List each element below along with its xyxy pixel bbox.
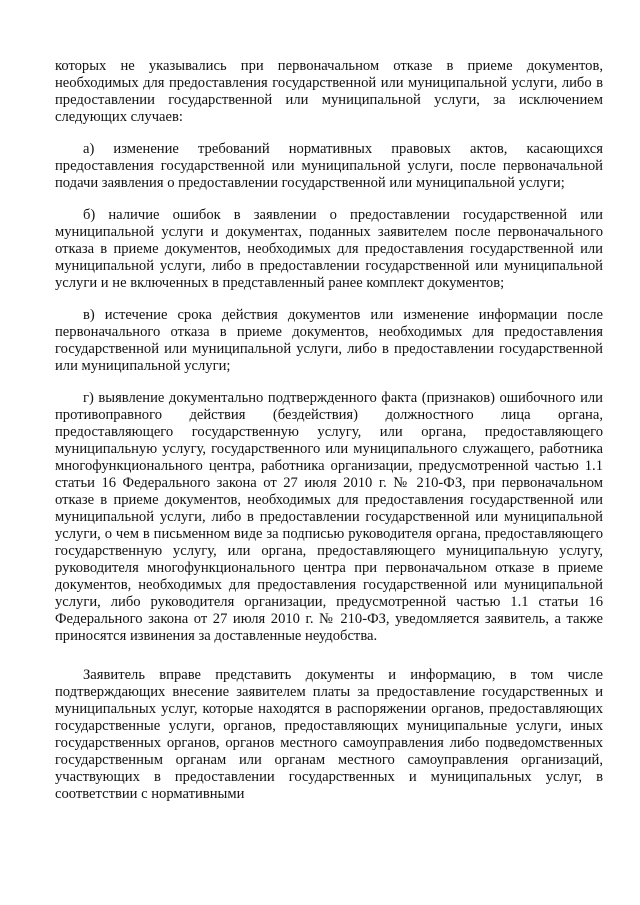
paragraph-item-a: а) изменение требований нормативных правовых актов, касающихся предоставления государственной или муниципальной услуги, после первоначальной подачи заявления о предоставлении государственной или муниципальной услуги; — [55, 141, 603, 191]
paragraph-item-g: г) выявление документально подтвержденного факта (признаков) ошибочного или противоправного действия (бездействия) должностного лица органа, предоставляющего государственную услугу, или органа, предоставляющего муниципальную услугу, государственного или муниципального служащего, работника многофункционального центра, работника организации, предусмотренной частью 1.1 статьи 16 Федерального закона от 27 июля 2010 г. № 210-ФЗ, при первоначальном отказе в приеме документов, необходимых для предоставления государственной или муниципальной услуги, либо в предоставлении государственной или муниципальной услуги, о чем в письменном виде за подписью руководителя органа, предоставляющего государственную услугу, или органа, предоставляющего муниципальную услугу, руководителя многофункционального центра при первоначальном отказе в приеме документов, необходимых для предоставления государственной или муниципальной услуги, либо руководителя организации, предусмотренной частью 1.1 статьи 16 Федерального закона от 27 июля 2010 г. № 210-ФЗ, уведомляется заявитель, а также приносятся извинения за доставленные неудобства. — [55, 390, 603, 644]
paragraph-item-v: в) истечение срока действия документов или изменение информации после первоначального отказа в приеме документов, необходимых для предоставления государственной или муниципальной услуги, либо в предоставлении государственной или муниципальной услуги; — [55, 307, 603, 374]
document-page — [55, 58, 603, 803]
paragraph-continuation: которых не указывались при первоначальном отказе в приеме документов, необходимых для предоставления государственной или муниципальной услуги, либо в предоставлении государственной или муниципальной услуги, за исключением следующих случаев: — [55, 58, 603, 125]
paragraph-applicant-rights: Заявитель вправе представить документы и информацию, в том числе подтверждающих внесение заявителем платы за предоставление государственных и муниципальных услуг, которые находятся в распоряжении органов, предоставляющих государственные услуги, органов, предоставляющих муниципальные услуги, иных государственных органов, органов местного самоуправления либо подведомственных государственным органам или органам местного самоуправления организаций, участвующих в предоставлении государственных и муниципальных услуг, в соответствии с нормативными — [55, 667, 603, 802]
paragraph-item-b: б) наличие ошибок в заявлении о предоставлении государственной или муниципальной услуги и документах, поданных заявителем после первоначального отказа в приеме документов, необходимых для предоставления государственной или муниципальной услуги, либо в предоставлении государственной или муниципальной услуги и не включенных в представленный ранее комплект документов; — [55, 207, 603, 291]
